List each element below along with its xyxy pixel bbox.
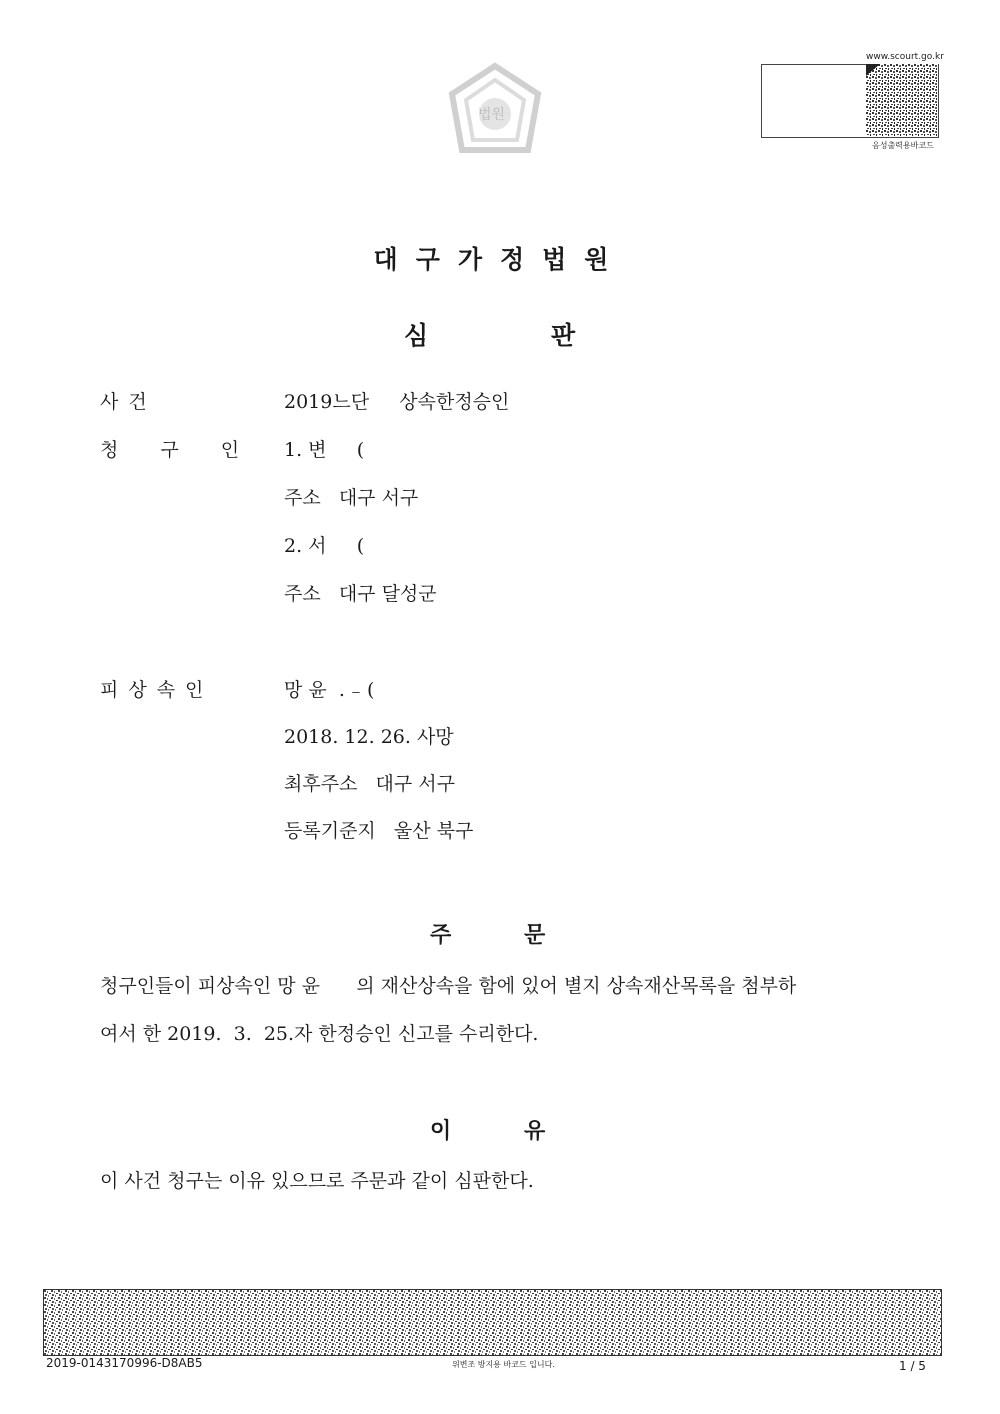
doc-type-part1: 심 [404, 321, 429, 350]
deceased-death-date: 2018. 12. 26. 사망 [284, 726, 454, 748]
seal-text: 법원 [478, 107, 506, 123]
claimant-1-address: 주소 대구 서구 [284, 487, 419, 509]
claimant-label: 청 구 인 [100, 439, 258, 461]
reason-heading-2: 유 [524, 1119, 546, 1144]
order-heading-1: 주 [430, 923, 452, 948]
deceased-registration: 등록기준지 울산 북구 [284, 820, 474, 842]
order-heading-2: 문 [524, 923, 546, 948]
deceased-label: 피상속인 [100, 679, 214, 701]
deceased-name: 망 윤 . ₋ ( [284, 679, 375, 701]
order-line-1: 청구인들이 피상속인 망 윤 의 재산상속을 함에 있어 별지 상속재산목록을 첨부하 [100, 975, 797, 997]
page-number: 1 / 5 [899, 1359, 926, 1373]
case-value: 2019느단 상속한정승인 [284, 391, 510, 413]
court-name: 대구가정법원 [373, 245, 627, 274]
case-label: 사 건 [100, 391, 149, 413]
doc-type-part2: 판 [551, 321, 576, 350]
qr-code-icon [866, 64, 938, 136]
document-id: 2019-0143170996-D8AB5 [46, 1356, 203, 1370]
claimant-2: 2. 서 ( [284, 535, 365, 557]
reason-line-1: 이 사건 청구는 이유 있으므로 주문과 같이 심판한다. [100, 1170, 534, 1192]
court-url: www.scourt.go.kr [866, 52, 944, 62]
claimant-1: 1. 변 ( [284, 439, 365, 461]
claimant-2-address: 주소 대구 달성군 [284, 583, 437, 605]
reason-heading-1: 이 [430, 1119, 452, 1144]
qr-caption: 음성출력용바코드 [872, 141, 934, 150]
order-line-2: 여서 한 2019. 3. 25.자 한정승인 신고를 수리한다. [100, 1023, 539, 1045]
barcode-note: 위변조 방지용 바코드 입니다. [452, 1360, 555, 1369]
anti-forgery-barcode-icon [43, 1289, 942, 1356]
deceased-last-address: 최후주소 대구 서구 [284, 773, 455, 795]
